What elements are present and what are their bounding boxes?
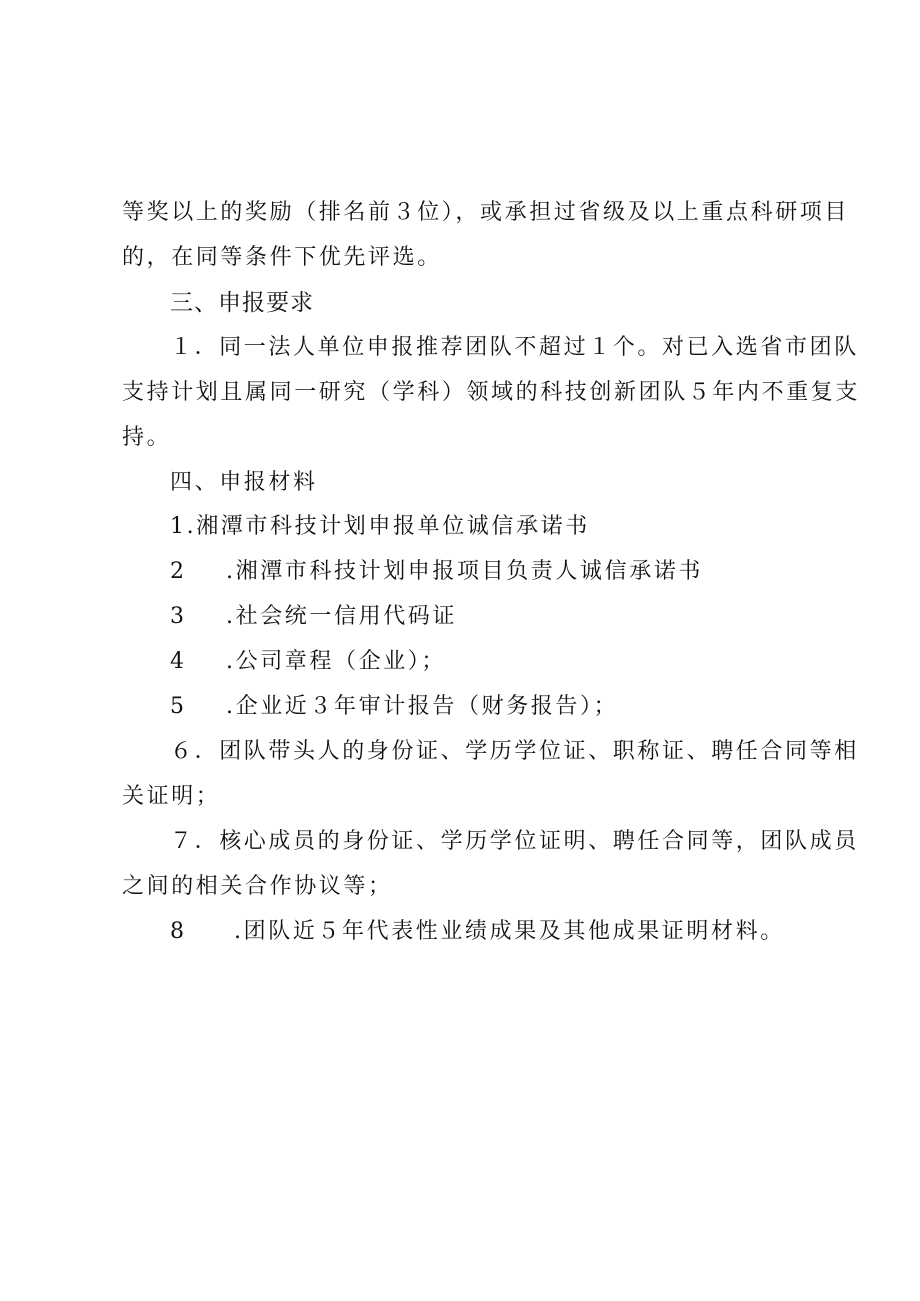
section-3-item-1-line-3: 持。	[122, 425, 172, 450]
material-item-8-number: 8	[170, 919, 187, 944]
material-item-8	[170, 917, 860, 947]
material-item-6-line-2: 关证明；	[122, 784, 221, 809]
material-item-8-text: .团队近５年代表性业绩成果及其他成果证明材料。	[234, 919, 785, 944]
material-item-4	[170, 647, 860, 677]
material-item-2-text: .湘潭市科技计划申报项目负责人诚信承诺书	[226, 559, 703, 584]
section-3-heading: 三、申报要求	[170, 290, 314, 316]
material-item-3-number: 3	[170, 604, 187, 629]
material-item-5-text: .企业近３年审计报告（财务报告）；	[226, 694, 619, 719]
material-item-5-number: 5	[170, 694, 187, 719]
material-item-1: 1.湘潭市科技计划申报单位诚信承诺书	[170, 514, 590, 539]
section-3-item-1-line-1: １．同一法人单位申报推荐团队不超过１个。对已入选省市团队	[170, 335, 859, 360]
material-item-4-text: .公司章程（企业）；	[226, 649, 446, 674]
intro-line-1: 等奖以上的奖励（排名前３位），或承担过省级及以上重点科研项目	[122, 200, 850, 225]
material-item-3-text: .社会统一信用代码证	[226, 604, 457, 629]
material-item-7-line-1: ７．核心成员的身份证、学历学位证明、聘任合同等，团队成员	[170, 829, 859, 854]
section-3-item-1-line-2: 支持计划且属同一研究（学科）领域的科技创新团队５年内不重复支	[122, 380, 861, 405]
section-4-heading: 四、申报材料	[170, 470, 318, 495]
material-item-2-number: 2	[170, 559, 187, 584]
material-item-7-line-2: 之间的相关合作协议等；	[122, 874, 393, 899]
material-item-3	[170, 602, 860, 632]
material-item-6-line-1: ６．团队带头人的身份证、学历学位证、职称证、聘任合同等相	[170, 739, 859, 764]
material-item-2	[170, 557, 860, 587]
material-item-5	[170, 692, 860, 722]
material-item-4-number: 4	[170, 649, 187, 674]
intro-line-2: 的，在同等条件下优先评选。	[122, 245, 442, 270]
